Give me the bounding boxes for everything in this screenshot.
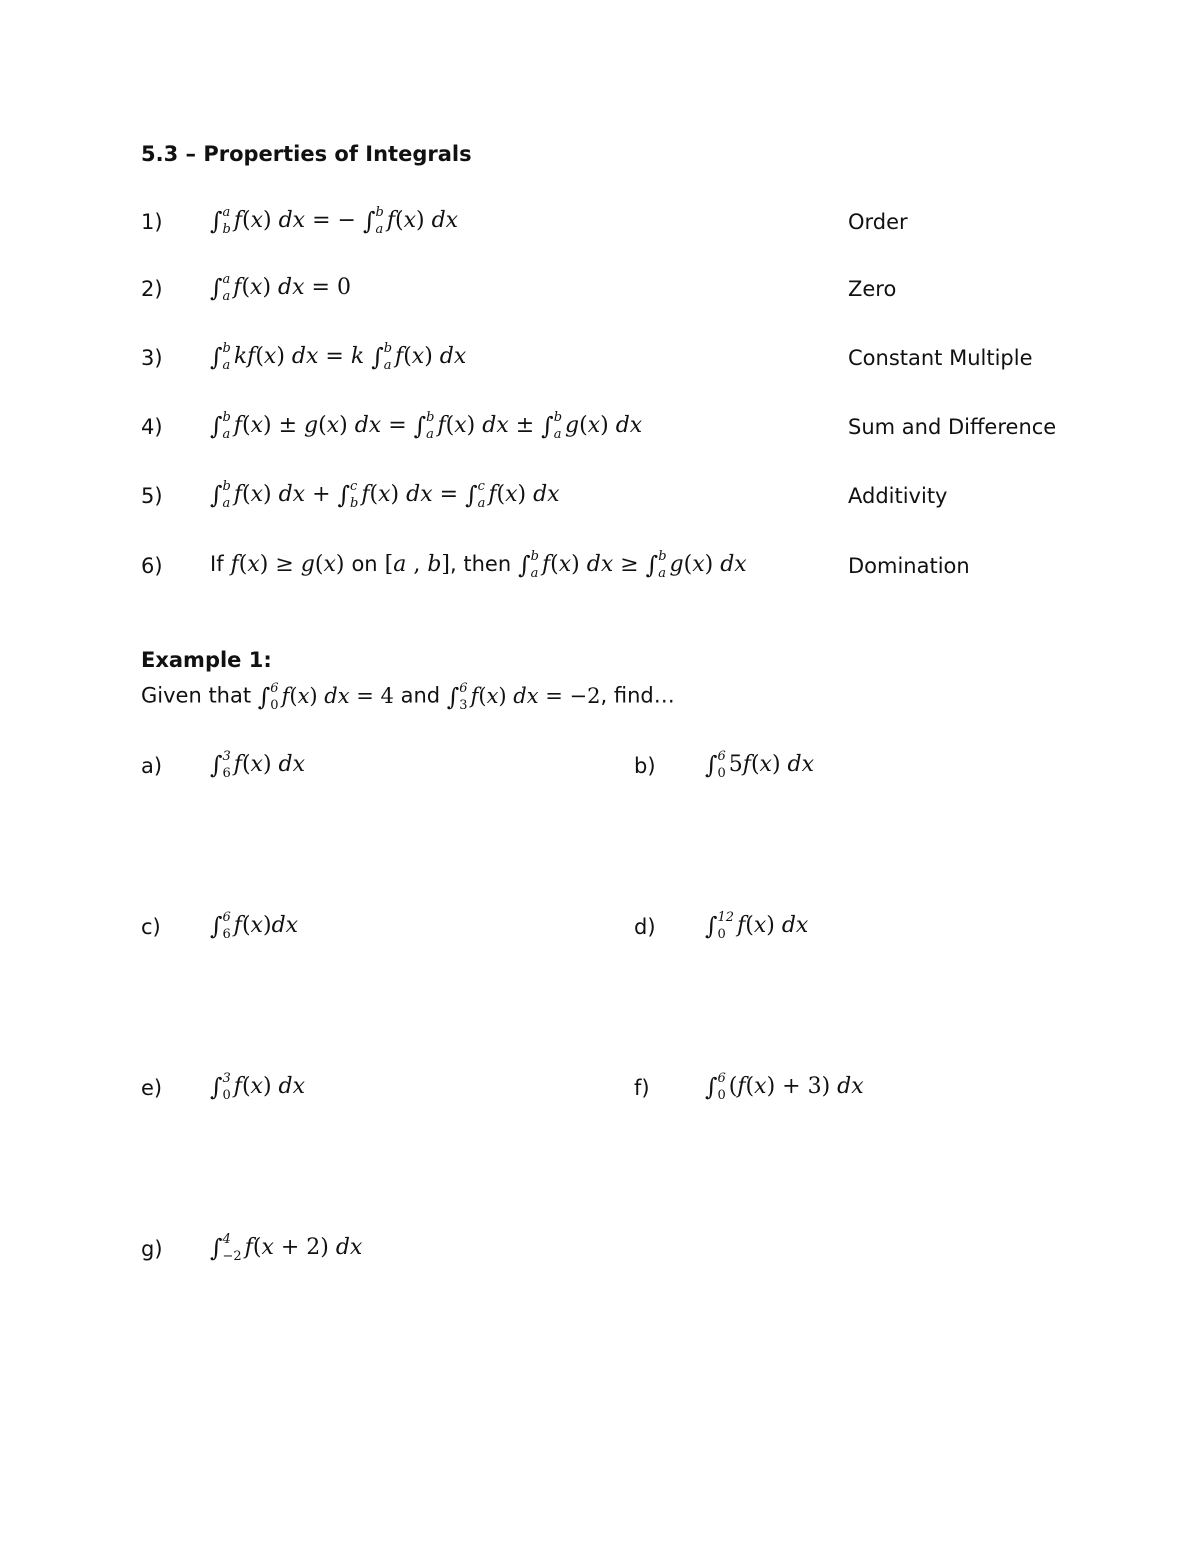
page-title: 5.3 – Properties of Integrals bbox=[141, 142, 472, 166]
part-label-c: c) bbox=[141, 915, 161, 939]
property-formula-zero: ∫ a a f(x) dx = 0 bbox=[210, 272, 351, 304]
property-number: 2) bbox=[141, 277, 163, 301]
example-given: Given that ∫ 6 0 f(x) dx = 4 and ∫ 6 3 f(x) dx = −2, find… bbox=[141, 681, 675, 713]
part-formula-f: ∫ 6 0 (f(x) + 3) dx bbox=[705, 1071, 864, 1103]
property-formula-additivity: ∫ b a f(x) dx + ∫ c b f(x) dx = ∫ c a f(x) dx bbox=[210, 479, 560, 511]
property-formula-constant-multiple: ∫ b a kf(x) dx = k ∫ b a f(x) dx bbox=[210, 341, 467, 373]
part-formula-g: ∫ 4 −2 f(x + 2) dx bbox=[210, 1232, 363, 1264]
property-number: 1) bbox=[141, 210, 163, 234]
property-name: Order bbox=[848, 210, 908, 234]
part-label-d: d) bbox=[634, 915, 656, 939]
property-number: 3) bbox=[141, 346, 163, 370]
part-label-a: a) bbox=[141, 754, 163, 778]
part-label-e: e) bbox=[141, 1076, 163, 1100]
property-formula-sum-difference: ∫ b a f(x) ± g(x) dx = ∫ b a f(x) dx ± ∫ b a g(x) dx bbox=[210, 410, 643, 442]
property-name: Constant Multiple bbox=[848, 346, 1033, 370]
property-name: Sum and Difference bbox=[848, 415, 1057, 439]
property-number: 5) bbox=[141, 484, 163, 508]
part-formula-b: ∫ 6 0 5f(x) dx bbox=[705, 749, 815, 781]
property-number: 6) bbox=[141, 554, 163, 578]
part-label-b: b) bbox=[634, 754, 656, 778]
part-formula-d: ∫ 12 0 f(x) dx bbox=[705, 910, 809, 942]
property-name: Zero bbox=[848, 277, 897, 301]
part-label-f: f) bbox=[634, 1076, 650, 1100]
part-formula-c: ∫ 6 6 f(x)dx bbox=[210, 910, 299, 942]
part-formula-e: ∫ 3 0 f(x) dx bbox=[210, 1071, 306, 1103]
part-label-g: g) bbox=[141, 1237, 163, 1261]
property-name: Additivity bbox=[848, 484, 948, 508]
property-number: 4) bbox=[141, 415, 163, 439]
part-formula-a: ∫ 3 6 f(x) dx bbox=[210, 749, 306, 781]
property-name: Domination bbox=[848, 554, 970, 578]
property-formula-order: ∫ a b f(x) dx = − ∫ b a f(x) dx bbox=[210, 205, 459, 237]
example-title: Example 1: bbox=[141, 648, 272, 672]
property-formula-domination: If f(x) ≥ g(x) on [a , b], then ∫ b a f(x) dx ≥ ∫ b a g(x) dx bbox=[210, 549, 747, 581]
